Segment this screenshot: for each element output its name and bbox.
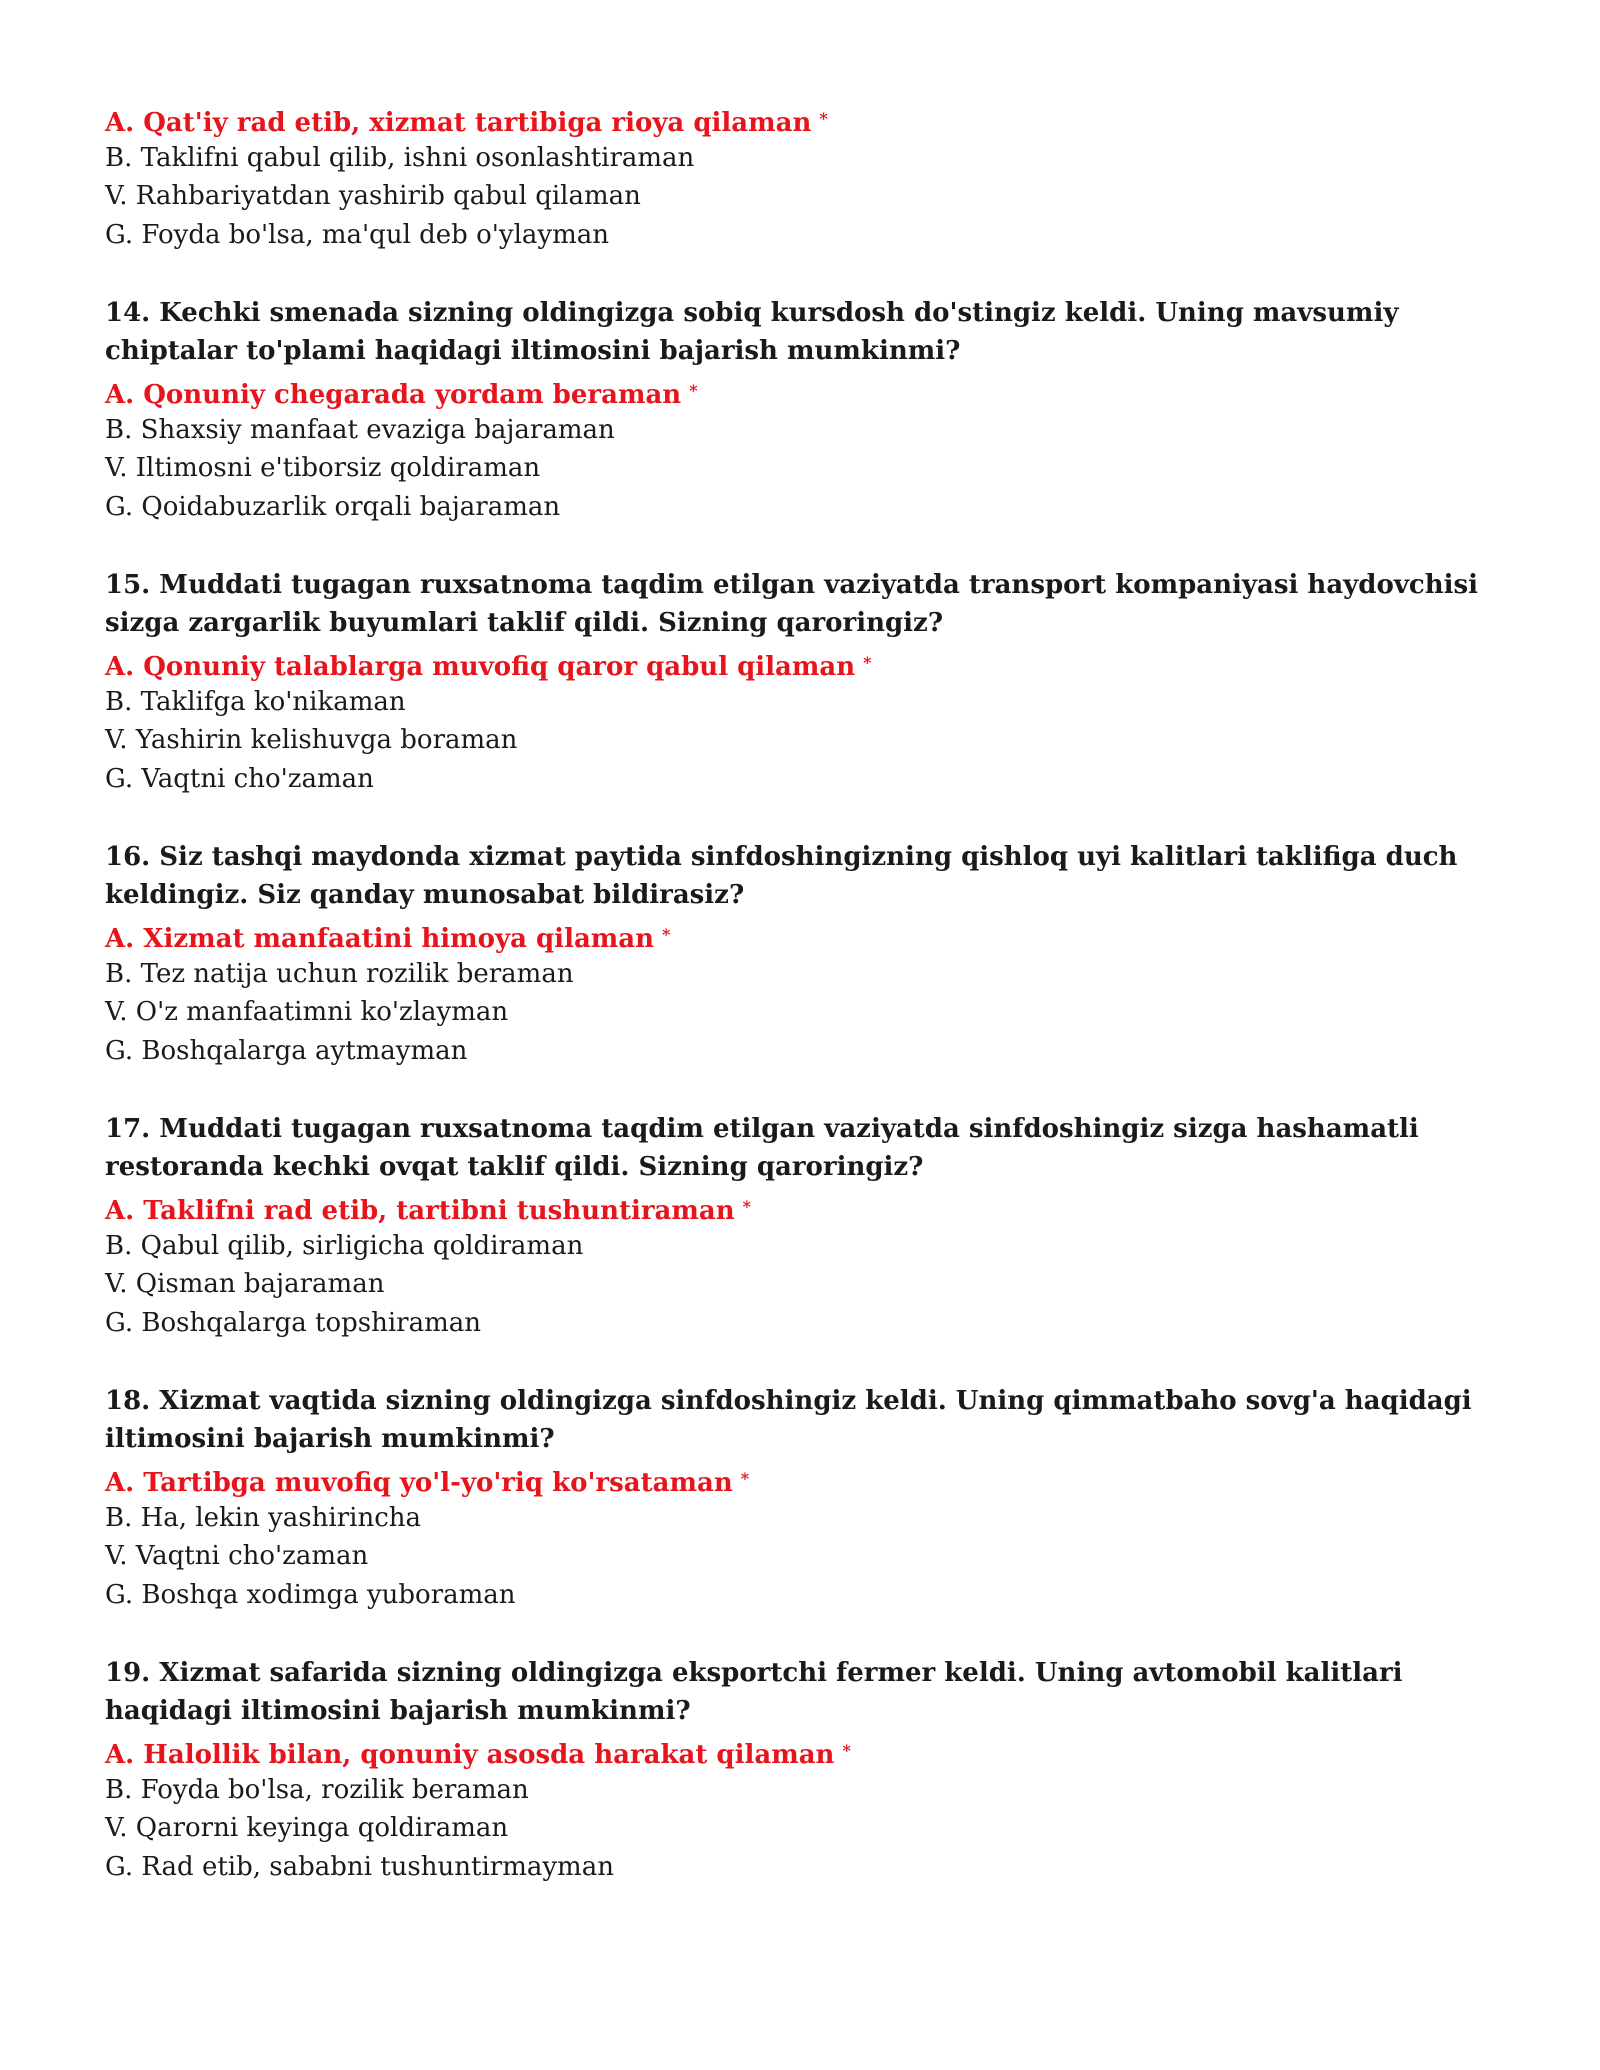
answer-option: V. Vaqtni cho'zaman: [105, 1541, 369, 1571]
answer-option: V. Iltimosni e'tiborsiz qoldiraman: [105, 453, 541, 483]
correct-answer-marker: *: [842, 1741, 851, 1760]
question-text: 17. Muddati tugagan ruxsatnoma taqdim etilgan vaziyatda sinfdoshingiz sizga hashamatli restoranda kechki ovqat taklif qildi. Sizning qaroringiz?: [105, 1114, 1419, 1182]
question-block-16: [105, 838, 1525, 1070]
correct-answer-marker: *: [689, 381, 698, 400]
answer-option: G. Rad etib, sababni tushuntirmayman: [105, 1851, 614, 1882]
question-block-13: [105, 100, 1525, 254]
correct-answer-marker: *: [740, 1469, 750, 1488]
answer-option: B. Taklifni qabul qilib, ishni osonlashtiraman: [105, 142, 695, 173]
answer-option: G. Boshqalarga topshiraman: [105, 1307, 481, 1338]
question-block-15: [105, 566, 1525, 798]
answer-option-correct: A. Qonuniy chegarada yordam beraman *: [105, 380, 698, 410]
answer-option-correct: A. Xizmat manfaatini himoya qilaman *: [105, 924, 671, 954]
answer-option: V. Qarorni keyinga qoldiraman: [105, 1813, 509, 1843]
question-block-14: [105, 294, 1525, 526]
answer-option: G. Vaqtni cho'zaman: [105, 763, 374, 794]
question-text: 14. Kechki smenada sizning oldingizga sobiq kursdosh do'stingiz keldi. Uning mavsumiy chiptalar to'plami haqidagi iltimosini bajarish mumkinmi?: [105, 298, 1399, 366]
question-block-17: [105, 1110, 1525, 1342]
answer-option-correct: A. Qat'iy rad etib, xizmat tartibiga rioya qilaman *: [105, 108, 828, 138]
question-text: 16. Siz tashqi maydonda xizmat paytida sinfdoshingizning qishloq uyi kalitlari taklifiga duch keldingiz. Siz qanday munosabat bildirasiz?: [105, 842, 1458, 910]
correct-answer-marker: *: [863, 653, 872, 672]
answer-option: B. Taklifga ko'nikaman: [105, 686, 406, 717]
answer-option: V. O'z manfaatimni ko'zlayman: [105, 997, 509, 1027]
answer-option: B. Shaxsiy manfaat evaziga bajaraman: [105, 414, 615, 445]
correct-answer-marker: *: [819, 109, 828, 128]
correct-answer-marker: *: [742, 1197, 752, 1216]
answer-option: B. Ha, lekin yashirincha: [105, 1502, 422, 1533]
answer-option: B. Qabul qilib, sirligicha qoldiraman: [105, 1230, 584, 1261]
answer-option-correct: A. Qonuniy talablarga muvofiq qaror qabul qilaman *: [105, 652, 872, 682]
answer-option: V. Yashirin kelishuvga boraman: [105, 725, 518, 755]
answer-option: G. Qoidabuzarlik orqali bajaraman: [105, 491, 561, 522]
answer-option: G. Boshqalarga aytmayman: [105, 1035, 468, 1066]
answer-option-correct: A. Halollik bilan, qonuniy asosda harakat qilaman *: [105, 1740, 851, 1770]
correct-answer-marker: *: [662, 925, 671, 944]
quiz-page: [105, 100, 1525, 1886]
answer-option: B. Tez natija uchun rozilik beraman: [105, 958, 574, 989]
question-block-18: [105, 1382, 1525, 1614]
answer-option: V. Rahbariyatdan yashirib qabul qilaman: [105, 181, 641, 211]
answer-option: B. Foyda bo'lsa, rozilik beraman: [105, 1774, 529, 1805]
question-block-19: [105, 1654, 1525, 1886]
question-text: 18. Xizmat vaqtida sizning oldingizga sinfdoshingiz keldi. Uning qimmatbaho sovg'a haqidagi iltimosini bajarish mumkinmi?: [105, 1386, 1472, 1454]
answer-option: V. Qisman bajaraman: [105, 1269, 385, 1299]
answer-option-correct: A. Tartibga muvofiq yo'l-yo'riq ko'rsataman *: [105, 1468, 750, 1498]
question-text: 19. Xizmat safarida sizning oldingizga eksportchi fermer keldi. Uning avtomobil kalitlari haqidagi iltimosini bajarish mumkinmi?: [105, 1658, 1403, 1726]
question-text: 15. Muddati tugagan ruxsatnoma taqdim etilgan vaziyatda transport kompaniyasi haydovchisi sizga zargarlik buyumlari taklif qildi. Sizning qaroringiz?: [105, 570, 1479, 638]
answer-option: G. Foyda bo'lsa, ma'qul deb o'ylayman: [105, 219, 609, 250]
answer-option: G. Boshqa xodimga yuboraman: [105, 1579, 516, 1610]
answer-option-correct: A. Taklifni rad etib, tartibni tushuntiraman *: [105, 1196, 752, 1226]
